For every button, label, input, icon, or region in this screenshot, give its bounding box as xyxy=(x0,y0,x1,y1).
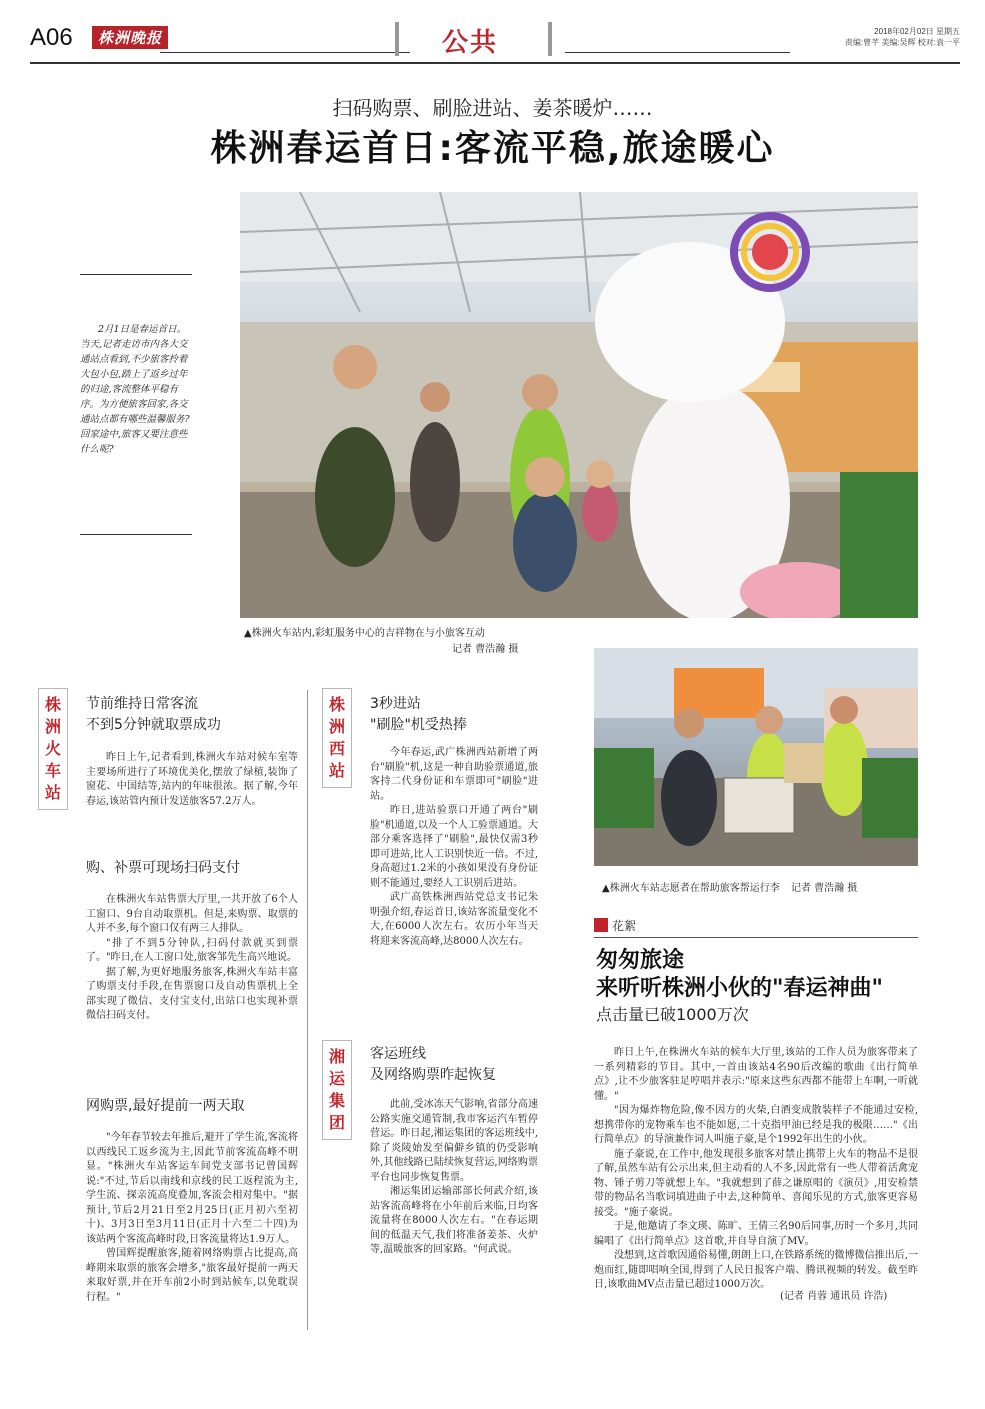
label-zhuzhou-west xyxy=(322,688,352,788)
page-number: A06 xyxy=(30,24,73,51)
label-char: 车 xyxy=(44,761,61,780)
volunteer-photo-caption xyxy=(602,882,857,896)
lead-rule-bottom xyxy=(80,534,192,535)
masthead-meta xyxy=(845,26,960,48)
article-headline: 株洲春运首日:客流平稳,旅途暖心 xyxy=(210,128,775,169)
label-char: 团 xyxy=(328,1113,345,1132)
main-photo-credit: 记者 曹浩瀚 摄 xyxy=(452,644,519,655)
col1-heading-line1: 节前维持日常客流 xyxy=(86,696,198,712)
label-char: 西 xyxy=(328,739,345,758)
paragraph: "今年春节较去年推后,避开了学生流,客流将以西线民工返乡流为主,因此节前客流高峰不明显。"株洲火车站客运车间党支部书记曾国辉说:"不过,节后以南线和京线的民工返程流为主,学生流、探亲流高度叠加,客流会相对集中。"据预计,节后2月21日至2月25日(正月初六至初十)、3月3日至3月11日(正月十六至二十四)为该站两个客流高峰时段,日客流量将达1.9万人。 xyxy=(86,1132,298,1245)
col2-body-a xyxy=(370,746,538,949)
paragraph: 昨日上午,在株洲火车站的候车大厅里,该站的工作人员为旅客带来了一系列精彩的节目。其中,一首由该站4名90后改编的歌曲《出行简单点》,让不少旅客驻足哼唱并表示:"原来这些东西都不能带上车啊,一听就懂。" xyxy=(594,1047,918,1102)
col1-body-c xyxy=(86,1131,298,1305)
huaxu-headline-2: 来听听株洲小伙的"春运神曲" xyxy=(596,975,883,1001)
label-char: 洲 xyxy=(328,717,345,736)
label-char: 站 xyxy=(328,761,345,780)
huaxu-body xyxy=(594,1046,918,1293)
paragraph: 于是,他邀请了李文瑛、陈旷、王倩三名90后同事,历时一个多月,共同编唱了《出行简单点》这首歌,并自导自演了MV。 xyxy=(594,1221,918,1247)
main-photo xyxy=(240,192,918,618)
paragraph: 据了解,为更好地服务旅客,株洲火车站丰富了购票支付手段,在售票窗口及自动售票机上全部实现了微信、支付宝支付,出站口也实现补票微信扫码支付。 xyxy=(86,966,298,1021)
col2-body-b xyxy=(370,1098,538,1258)
paragraph: "因为爆炸物危险,像不因方的火柴,白酒变成散装样子不能通过安检,想携带你的宠物乘车也不能如愿,二十克指甲油已经是我的极限……"《出行简单点》的导演兼作词人叫施子豪,是个1992年出生的小伙。 xyxy=(594,1105,918,1145)
label-zhuzhou-station xyxy=(38,688,68,810)
huaxu-marker-icon xyxy=(594,918,608,932)
article-lead: 2月1日是春运首日。当天,记者走访市内各大交通站点看到,不少旅客拎着大包小包,踏上了返乡过年的归途,客流整体平稳有序。为方便旅客回家,各交通站点都有哪些温馨服务?回家途中,旅客又要注意些什么呢? xyxy=(80,324,190,455)
paragraph: 曾国辉提醒旅客,随着网络购票占比提高,高峰期来取票的旅客会增多,"旅客最好提前一两天来取好票,并在开车前2小时到站候车,以免耽误行程。" xyxy=(86,1248,298,1303)
paragraph: 武广高铁株洲西站党总支书记朱明强介绍,春运首日,该站客流量变化不大,在6000人次左右。农历小年当天将迎来客流高峰,达8000人次左右。 xyxy=(370,892,538,947)
lead-rule-top xyxy=(80,274,192,275)
main-photo-illustration xyxy=(240,192,918,618)
label-char: 火 xyxy=(44,739,61,758)
label-char: 株 xyxy=(44,695,61,714)
staff-line: 责编:曾芊 美编:吴辉 校对:袁一平 xyxy=(844,38,960,47)
label-char: 洲 xyxy=(44,717,61,736)
col2-heading-a-line2: "刷脸"机受热捧 xyxy=(370,717,467,733)
masthead-divider-right xyxy=(548,22,552,56)
col1-subheading-1: 购、补票可现场扫码支付 xyxy=(86,860,240,876)
masthead-rule-left xyxy=(160,52,410,53)
newspaper-logo: 株洲晚报 xyxy=(92,26,168,49)
col1-body-b xyxy=(86,893,298,1024)
huaxu-byline: (记者 肖蓉 通讯员 许浩) xyxy=(780,1291,888,1302)
masthead-bottom-rule xyxy=(30,62,960,64)
label-char: 站 xyxy=(44,783,61,802)
huaxu-label: 花絮 xyxy=(612,919,637,933)
masthead-rule-right xyxy=(565,52,790,53)
paragraph: 湘运集团运输部部长何武介绍,该站客流高峰将在小年前后来临,日均客流量将在8000人次左右。"在春运期间的低温天气,我们将准备姜茶、火炉等,温暖旅客的回家路。"何武说。 xyxy=(370,1186,538,1255)
paragraph: 昨日上午,记者看到,株洲火车站对候车室等主要场所进行了环境优美化,摆放了绿植,装饰了窗花、中国结等,站内的年味很浓。据了解,今年春运,该站管内预计发送旅客57.2万人。 xyxy=(86,752,298,807)
label-char: 湘 xyxy=(328,1047,345,1066)
paragraph: 在株洲火车站售票大厅里,一共开放了6个人工窗口、9台自动取票机。但是,来购票、取票的人并不多,每个窗口仅有两三人排队。 xyxy=(86,894,298,934)
label-xiangyun-group xyxy=(322,1040,352,1140)
col2-heading-b-line1: 客运班线 xyxy=(370,1046,426,1062)
label-char: 运 xyxy=(328,1069,345,1088)
huaxu-rule xyxy=(594,937,918,938)
date-line: 2018年02月02日 星期五 xyxy=(874,27,960,36)
col1-heading xyxy=(86,694,221,736)
column-rule xyxy=(307,690,308,1330)
volunteer-photo xyxy=(594,648,918,866)
label-char: 株 xyxy=(328,695,345,714)
main-photo-caption: ▲株洲火车站内,彩虹服务中心的吉祥物在与小旅客互动 xyxy=(244,628,485,639)
col2-heading-a-line1: 3秒进站 xyxy=(370,696,421,712)
volunteer-photo-credit: 记者 曹浩瀚 摄 xyxy=(790,883,858,894)
paragraph: 此前,受冰冻天气影响,省部分高速公路实施交通管制,我市客运汽车暂停营运。昨日起,湘运集团的客运班线中,除了炎陵始发至偏僻乡镇的仍受影响外,其他线路已陆续恢复营运,网络购票平台也同步恢复售票。 xyxy=(370,1099,538,1183)
volunteer-photo-illustration xyxy=(594,648,918,866)
paragraph: 昨日,进站验票口开通了两台"刷脸"机通道,以及一个人工验票通道。大部分乘客选择了"刷脸",最快仅需3秒即可进站,比人工识别快近一倍。不过,身高超过1.2米的小孩如果没有身份证则不能通过,要经人工识别后进站。 xyxy=(370,805,538,889)
paragraph: "排了不到5分钟队,扫码付款就买到票了。"昨日,在人工窗口处,旅客邹先生高兴地说。 xyxy=(86,937,298,963)
col2-heading-b-line2: 及网络购票昨起恢复 xyxy=(370,1067,496,1083)
paragraph: 施子豪说,在工作中,他发现很多旅客对禁止携带上火车的物品不是很了解,虽然车站有公示出来,但主动看的人不多,因此常有一些人带着活禽宠物、锤子剪刀等就想上车。"我就想到了薛之谦原唱的《演员》,用安检禁带的物品名当歌词填进曲子中去,这种简单、喜闻乐见的方式,旅客更容易接受。"施子豪说。 xyxy=(594,1148,918,1218)
volunteer-photo-caption-text: ▲株洲火车站志愿者在帮助旅客帮运行李 xyxy=(602,883,780,894)
huaxu-subheadline: 点击量已破1000万次 xyxy=(596,1005,749,1024)
section-title: 公共 xyxy=(442,28,499,58)
masthead xyxy=(30,22,960,60)
col1-subheading-2: 网购票,最好提前一两天取 xyxy=(86,1098,245,1114)
label-char: 集 xyxy=(328,1091,345,1110)
col1-body-a xyxy=(86,751,298,809)
col2-heading-a xyxy=(370,694,467,736)
paragraph: 今年春运,武广株洲西站新增了两台"刷脸"机,这是一种自助验票通道,旅客持二代身份证和车票即可"刷脸"进站。 xyxy=(370,747,538,802)
paragraph: 没想到,这首歌因通俗易懂,朗朗上口,在铁路系统的微博微信推出后,一炮而红,随即唱响全国,得到了人民日报客户端、腾讯视频的转发。截至昨日,该歌曲MV点击量已超过1000万次。 xyxy=(594,1250,918,1290)
huaxu-headline-1: 匆匆旅途 xyxy=(596,947,685,973)
article-subhead: 扫码购票、刷脸进站、姜茶暖炉…… xyxy=(332,96,653,120)
col1-heading-line2: 不到5分钟就取票成功 xyxy=(86,717,221,733)
masthead-divider-left xyxy=(395,22,399,56)
col2-heading-b xyxy=(370,1044,496,1086)
